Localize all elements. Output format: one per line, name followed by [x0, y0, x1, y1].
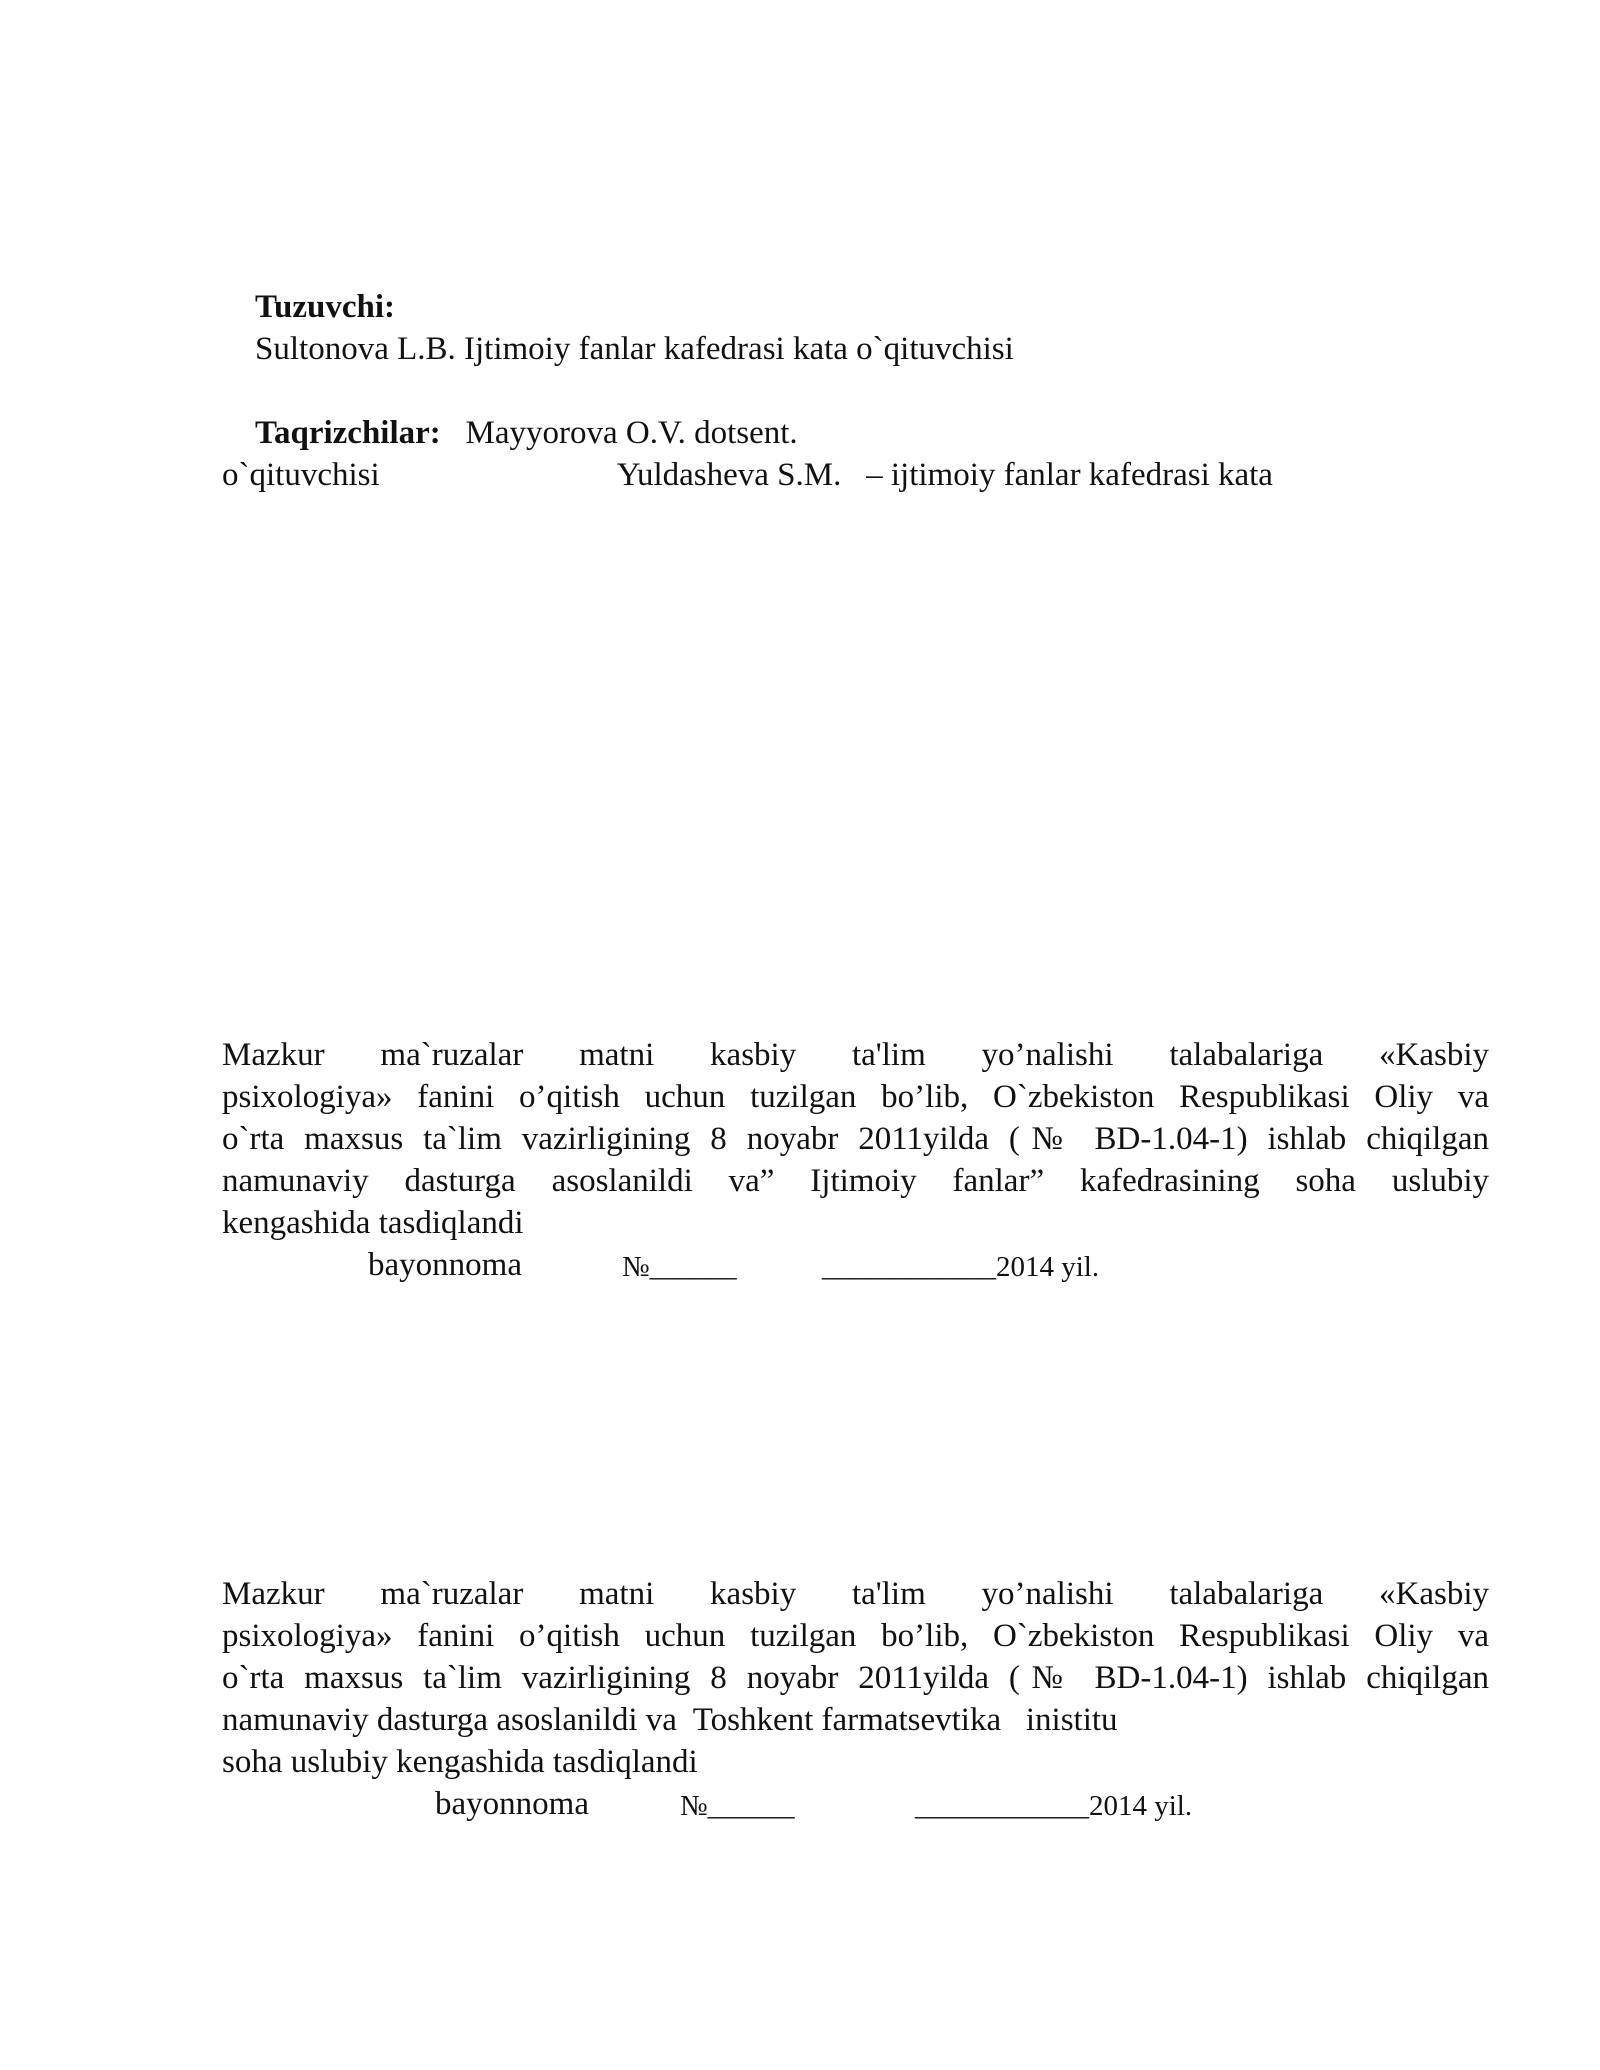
approval-2-line-3: o`rta maxsus ta`lim vazirligining 8 noyabr 2011yilda (№ BD-1.04-1) ishlab chiqilgan — [222, 1660, 1489, 1696]
reviewers-label: Taqrizchilar: — [255, 415, 441, 451]
approval-2-line-1: Mazkur ma`ruzalar matni kasbiy ta'lim yo’nalishi talabalariga «Kasbiy — [222, 1576, 1489, 1612]
compiler-label: Tuzuvchi: — [255, 289, 395, 325]
approval-1-line-3: o`rta maxsus ta`lim vazirligining 8 noyabr 2011yilda (№ BD-1.04-1) ishlab chiqilgan — [222, 1121, 1489, 1157]
protocol-1-label: bayonnoma — [368, 1247, 522, 1283]
approval-2-line-4: namunaviy dasturga asoslanildi va Toshkent farmatsevtika inistitu — [222, 1702, 1118, 1738]
approval-2-line-5: soha uslubiy kengashida tasdiqlandi — [222, 1744, 698, 1780]
reviewer-1: Mayyorova O.V. dotsent. — [465, 415, 798, 451]
approval-1-line-1: Mazkur ma`ruzalar matni kasbiy ta'lim yo’nalishi talabalariga «Kasbiy — [222, 1037, 1489, 1073]
approval-1-line-5: kengashida tasdiqlandi — [222, 1205, 524, 1241]
protocol-2-label: bayonnoma — [435, 1786, 589, 1822]
reviewer-2-line — [585, 412, 1273, 538]
approval-2-line-2: psixologiya» fanini o’qitish uchun tuzilgan bo’lib, O`zbekiston Respublikasi Oliy va — [222, 1618, 1489, 1654]
compiler-text: Sultonova L.B. Ijtimoiy fanlar kafedrasi kata o`qituvchisi — [255, 331, 1014, 367]
approval-1-line-2: psixologiya» fanini o’qitish uchun tuzilgan bo’lib, O`zbekiston Respublikasi Oliy va — [222, 1079, 1489, 1115]
protocol-1-number: №______ — [622, 1251, 737, 1283]
reviewer-2-role: – ijtimoiy fanlar kafedrasi kata — [866, 457, 1273, 493]
reviewer-2-role-continued: o`qituvchisi — [222, 457, 380, 493]
protocol-2-number: №______ — [680, 1790, 795, 1822]
reviewer-2-name: Yuldasheva S.M. — [616, 457, 842, 493]
approval-1-line-4: namunaviy dasturga asoslanildi va” Ijtimoiy fanlar” kafedrasining soha uslubiy — [222, 1163, 1489, 1199]
protocol-1-date: ____________2014 yil. — [822, 1251, 1100, 1283]
protocol-2-date: ____________2014 yil. — [915, 1790, 1193, 1822]
